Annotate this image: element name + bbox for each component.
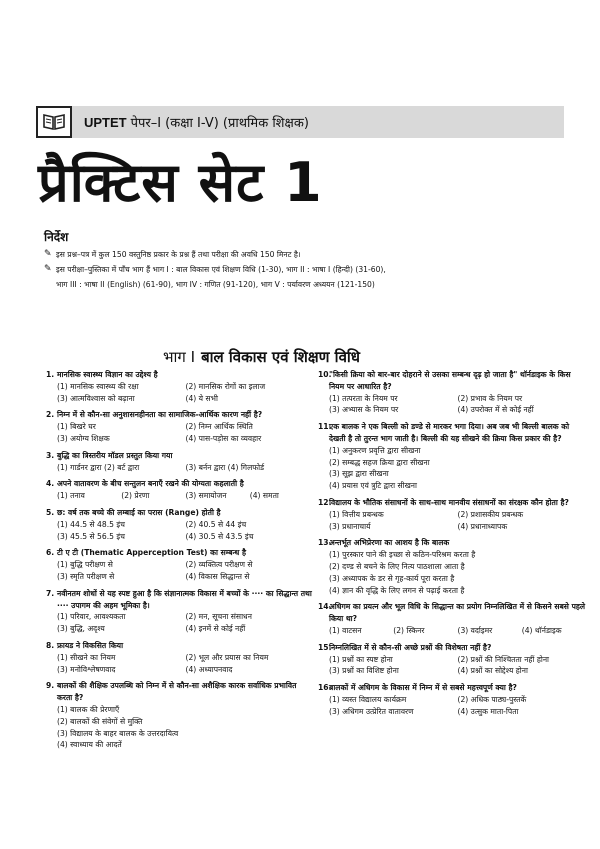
question-number: 5. [46, 507, 55, 517]
answer-option: (2) भूल और प्रयास का नियम [185, 652, 269, 662]
answer-options [46, 704, 314, 751]
question-item [46, 507, 314, 542]
question-item [46, 640, 314, 675]
answer-option: (1) पुरस्कार पाने की इच्छा से कठिन-परिश्रम करता है [329, 550, 476, 560]
question-item [318, 642, 586, 677]
answer-option: (1) मानसिक स्वास्थ्य की रक्षा [57, 381, 139, 391]
answer-option: (3) स्मृति परीक्षण से [57, 571, 115, 581]
question-item [318, 601, 586, 636]
answer-option: (4) विकास सिद्धान्त से [185, 571, 250, 581]
question-number: 7. [46, 588, 55, 598]
answer-option: (3) बर्नन द्वारा (4) गिलफोर्ड [185, 462, 265, 472]
answer-option: (1) वाटसन [329, 625, 362, 635]
answer-option: (1) सीखने का नियम [57, 652, 116, 662]
answer-option: (2) प्रशासकीय प्रबन्धक [457, 509, 524, 519]
answer-options [318, 393, 586, 417]
answer-options [318, 549, 586, 596]
question-stem: अपने वातावरण के बीच सन्तुलन बनाएँ रखने की योग्यता कहलाती है [57, 479, 244, 489]
answer-option: (1) व्यस्त विद्यालय कार्यक्रम [329, 694, 407, 704]
question-number: 3. [46, 450, 55, 460]
answer-option: (4) 30.5 से 43.5 इंच [185, 531, 254, 541]
answer-options [46, 462, 314, 474]
question-text [46, 640, 314, 652]
question-number: 16. [318, 683, 332, 693]
answer-option: (3) वर्दाइमर [457, 625, 493, 635]
answer-option: (2) मानसिक रोगों का इलाज [185, 381, 266, 391]
answer-option: (1) 44.5 से 48.5 इंच [57, 519, 125, 529]
answer-option: (2) व्यक्तित्व परीक्षण से [185, 560, 253, 570]
instruction-item [44, 247, 574, 262]
answer-options [318, 654, 586, 678]
question-stem: निम्न में से कौन-सा अनुशासनहीनता का सामाजिक-आर्थिक कारण नहीं है? [57, 410, 263, 420]
section-title: बाल विकास एवं शिक्षण विधि [201, 348, 361, 366]
question-stem: विद्यालय के भौतिक संसाधनों के साथ-साथ मानवीय संसाधनों का संरक्षक कौन होता है? [329, 497, 569, 507]
answer-option: (2) बालकों की संवेगों से मुक्ति [57, 716, 143, 726]
question-number: 14. [318, 602, 332, 612]
question-text [318, 497, 586, 509]
paper-info: पेपर–I (कक्षा I-V) (प्राथमिक शिक्षक) [130, 116, 309, 131]
answer-option: (4) पास-पड़ोस का व्यवहार [185, 433, 262, 443]
answer-options [46, 421, 314, 445]
question-stem: अन्तर्भूत अभिप्रेरणा का आशय है कि बालक [329, 538, 450, 548]
answer-option: (4) अध्यापनवाद [185, 664, 233, 674]
answer-option: (4) प्रयास एवं त्रुटि द्वारा सीखना [329, 481, 417, 491]
question-item [46, 547, 314, 582]
question-text [46, 507, 314, 519]
answer-option: (2) निम्न आर्थिक स्थिति [185, 422, 253, 432]
answer-options [46, 519, 314, 543]
question-number: 6. [46, 548, 55, 558]
question-text [46, 409, 314, 421]
question-number: 10. [318, 370, 332, 379]
question-stem: "किसी क्रिया को बार-बार दोहराने से उसका सम्बन्ध दृढ़ हो जाता है" थॉर्नडाइक के किस नियम पर आधारित है? [329, 370, 571, 391]
answer-option: (1) वित्तीय प्रबन्धक [329, 509, 384, 519]
question-stem: बालकों में अधिगम के विकास में निम्न में से सबसे महत्त्वपूर्ण क्या है? [329, 683, 517, 693]
answer-options [46, 381, 314, 405]
answer-option: (3) अध्यापक के डर से गृह-कार्य पूरा करता है [329, 573, 455, 583]
question-number: 13. [318, 538, 332, 548]
answer-options [318, 625, 586, 637]
answer-option: (4) ज्ञान की वृद्धि के लिए लगन से पढ़ाई करता है [329, 585, 465, 595]
answer-options [46, 490, 314, 502]
question-stem: छ: वर्ष तक बच्चे की लम्बाई का परास (Range) होती है [57, 507, 221, 517]
answer-option: (4) स्वाध्याय की आदतें [57, 740, 122, 750]
answer-options [46, 611, 314, 635]
answer-option: (3) प्रश्नों का विशिष्ट होना [329, 666, 399, 676]
question-item [46, 478, 314, 502]
answer-option: (3) 45.5 से 56.5 इंच [57, 531, 125, 541]
answer-option: (4) उत्सुक माता-पिता [457, 706, 519, 716]
answer-option: (3) अभ्यास के नियम पर [329, 405, 399, 415]
answer-option: (4) प्रधानाध्यापक [457, 521, 508, 531]
question-text [318, 642, 586, 654]
question-text [46, 478, 314, 490]
question-stem: निम्नलिखित में से कौन-सी अच्छे प्रश्नों की विशेषता नहीं है? [329, 642, 492, 652]
answer-option: (3) अधिगम उत्प्रेरित वातावरण [329, 706, 414, 716]
section-heading [163, 347, 360, 367]
instruction-item [44, 262, 574, 277]
answer-options [46, 652, 314, 676]
instructions [44, 247, 574, 292]
answer-option: (2) 40.5 से 44 इंच [185, 519, 247, 529]
question-number: 9. [46, 681, 55, 691]
page-title: प्रैक्टिस सेट 1 [38, 151, 323, 214]
answer-option: (2) दण्ड से बचने के लिए नित्य पाठशाला आता है [329, 561, 465, 571]
question-text [318, 601, 586, 625]
question-stem: अधिगम का प्रयत्न और भूल विधि के सिद्धान्त का प्रयोग निम्नलिखित में से किसने सबसे पहले किया था? [329, 602, 586, 624]
instruction-text: भाग III : भाषा II (English) (61-90), भाग IV : गणित (91-120), भाग V : पर्यावरण अध्ययन (121-150) [56, 280, 375, 289]
answer-option: (3) समायोजन [185, 491, 227, 501]
question-stem: बालकों की शैक्षिक उपलब्धि को निम्न में से कौन-सा अशैक्षिक कारक सर्वाधिक प्रभावित करता है? [57, 681, 297, 703]
answer-options [318, 509, 586, 533]
instruction-text: इस प्रश्न–पत्र में कुल 150 वस्तुनिष्ठ प्रकार के प्रश्न हैं तथा परीक्षा की अवधि 150 मिनट है। [56, 250, 301, 259]
answer-option: (1) परिवार, आवश्यकता [57, 612, 126, 622]
banner-text [84, 113, 309, 131]
question-item [318, 497, 586, 532]
question-stem: बुद्धि का त्रिस्तरीय मॉडल प्रस्तुत किया गया [57, 450, 173, 460]
question-item [46, 369, 314, 404]
answer-option: (3) विद्यालय के बाहर बालक के उत्तरदायित्व [57, 728, 179, 738]
answer-option: (3) प्रधानाचार्य [329, 521, 371, 531]
question-text [46, 547, 314, 559]
answer-option: (3) बुद्धि, अदृश्य [57, 624, 105, 634]
pen-bullet-icon: ✎ [44, 264, 52, 274]
questions-right-column [318, 369, 586, 723]
question-number: 2. [46, 410, 55, 420]
answer-option: (4) समता [249, 491, 279, 501]
answer-option: (4) ये सभी [185, 393, 218, 403]
question-item [318, 537, 586, 596]
answer-option: (1) अनुकरण प्रवृत्ति द्वारा सीखना [329, 445, 421, 455]
answer-option: (3) सूझ द्वारा सीखना [329, 469, 389, 479]
question-stem: टी ए टी (Thematic Apperception Test) का सम्बन्ध है [57, 548, 246, 558]
answer-options [46, 559, 314, 583]
question-item [318, 421, 586, 492]
answer-options [318, 445, 586, 492]
answer-option: (1) तत्परता के नियम पर [329, 393, 398, 403]
question-number: 1. [46, 370, 55, 379]
answer-option: (2) प्रश्नों की निश्चितता नहीं होना [457, 654, 549, 664]
answer-option: (2) प्रेरणा [121, 491, 150, 501]
question-text [318, 537, 586, 549]
question-text [46, 588, 314, 612]
answer-option: (1) बुद्धि परीक्षण से [57, 560, 113, 570]
answer-option: (1) गार्डनर द्वारा (2) बर्ट द्वारा [57, 462, 140, 472]
question-number: 12. [318, 497, 332, 507]
question-number: 4. [46, 479, 55, 489]
question-item [318, 369, 586, 416]
answer-option: (1) प्रश्नों का स्पष्ट होना [329, 654, 393, 664]
question-text [46, 369, 314, 381]
answer-option: (4) इनमें से कोई नहीं [185, 624, 246, 634]
questions-left-column [46, 369, 314, 756]
question-item [46, 409, 314, 444]
question-number: 15. [318, 642, 332, 652]
answer-option: (1) बिखरे घर [57, 422, 96, 432]
question-item [46, 588, 314, 635]
exam-name: UPTET [84, 115, 127, 130]
instruction-text: इस परीक्षा–पुस्तिका में पाँच भाग हैं भाग I : बाल विकास एवं शिक्षण विधि (1-30), भाग II : भाषा I (हिन्दी) (31-60), [56, 265, 386, 274]
question-stem: एक बालक ने एक बिल्ली को डण्डे से मारकर भगा दिया। अब जब भी बिल्ली बालक को देखती है तो तुरन्त भाग जाती है। बिल्ली की यह सीखने की क्रिया किस प्रकार की है? [329, 422, 570, 443]
open-book-icon [36, 106, 72, 138]
answer-option: (2) सम्बद्ध सहज क्रिया द्वारा सीखना [329, 457, 430, 467]
question-text [46, 450, 314, 462]
answer-option: (3) अयोग्य शिक्षक [57, 433, 110, 443]
answer-option: (2) प्रभाव के नियम पर [457, 393, 523, 403]
question-text [318, 682, 586, 694]
section-label: भाग I [163, 348, 196, 366]
question-text [318, 369, 586, 393]
question-number: 11. [318, 422, 332, 432]
answer-option: (1) तनाव [57, 491, 85, 501]
question-item [46, 450, 314, 474]
answer-option: (2) अधिक पाठ्य-पुस्तकें [457, 694, 527, 704]
pen-bullet-icon: ✎ [44, 249, 52, 259]
answer-option: (4) थॉर्नडाइक [521, 625, 562, 635]
question-stem: मानसिक स्वास्थ्य विज्ञान का उद्देश्य है [57, 370, 158, 379]
answer-option: (2) स्किनर [393, 625, 425, 635]
question-stem: नवीनतम शोधों से यह स्पष्ट हुआ है कि संज्ञानात्मक विकास में बच्चों के ···· का सिद्धान्त तथा ···· उपागम की अहम भूमिका है। [57, 588, 312, 610]
question-item [318, 682, 586, 717]
answer-option: (1) बालक की प्रेरणाएँ [57, 704, 120, 714]
answer-option: (4) प्रश्नों का सोद्देश्य होना [457, 666, 528, 676]
question-item [46, 680, 314, 751]
question-text [46, 680, 314, 704]
header-banner [36, 106, 564, 138]
answer-option: (3) मनोविश्लेषणवाद [57, 664, 116, 674]
question-text [318, 421, 586, 445]
answer-option: (4) उपरोक्त में से कोई नहीं [457, 405, 534, 415]
answer-option: (3) आत्मविश्वास को बढ़ाना [57, 393, 135, 403]
answer-option: (2) मन, सूचना संसाधन [185, 612, 252, 622]
instructions-heading: निर्देश [44, 230, 69, 244]
answer-options [318, 694, 586, 718]
question-number: 8. [46, 640, 55, 650]
question-stem: फ्रायड ने विकसित किया [57, 640, 124, 650]
